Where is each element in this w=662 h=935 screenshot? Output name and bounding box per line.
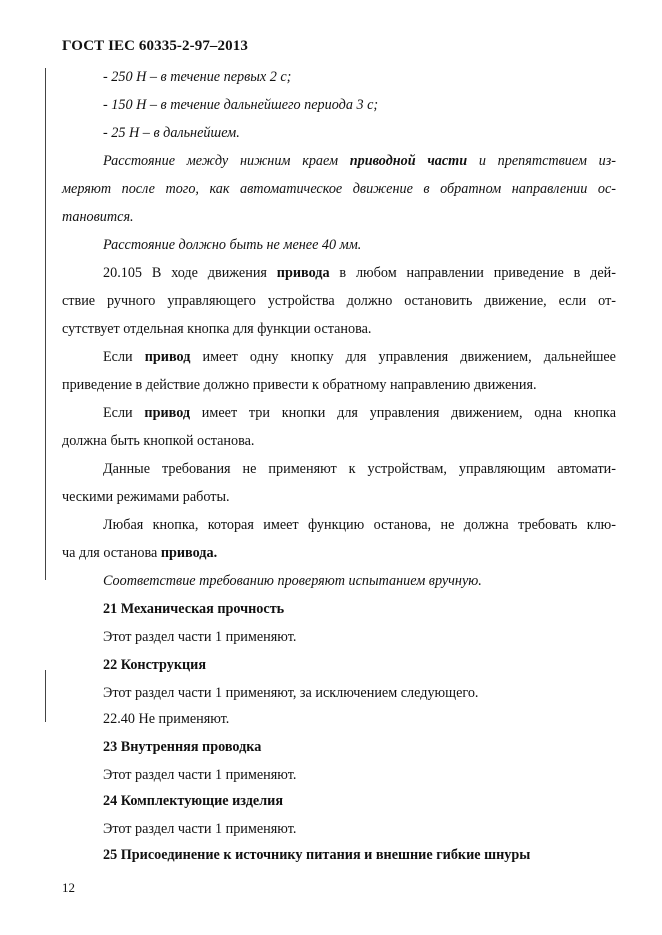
paragraph-line: Если привод имеет три кнопки для управления движением, одна кнопка xyxy=(103,405,616,421)
section-text: Этот раздел части 1 применяют. xyxy=(103,821,297,837)
list-item: - 25 Н – в дальнейшем. xyxy=(103,125,240,141)
paragraph-line: Данные требования не применяют к устройствам, управляющим автомати- xyxy=(103,461,616,477)
change-bar xyxy=(45,68,46,580)
section-text: Этот раздел части 1 применяют, за исключением следующего. xyxy=(103,685,479,701)
paragraph-line: Любая кнопка, которая имеет функцию останова, не должна требовать клю- xyxy=(103,517,616,533)
list-item: - 150 Н – в течение дальнейшего периода 3 с; xyxy=(103,97,379,113)
paragraph-line: ча для останова привода. xyxy=(62,545,218,561)
page-number: 12 xyxy=(62,880,75,895)
paragraph-line: Если привод имеет одну кнопку для управления движением, дальнейшее xyxy=(103,349,616,365)
section-heading: 22 Конструкция xyxy=(103,657,207,673)
section-heading: 24 Комплектующие изделия xyxy=(103,793,284,809)
paragraph-line: Расстояние должно быть не менее 40 мм. xyxy=(103,237,362,253)
paragraph-line: меряют после того, как автоматическое движение в обратном направлении ос- xyxy=(62,181,616,197)
section-text: Этот раздел части 1 применяют. xyxy=(103,629,297,645)
paragraph-line: 20.105 В ходе движения привода в любом направлении приведение в дей- xyxy=(103,265,616,281)
section-heading: 23 Внутренняя проводка xyxy=(103,739,262,755)
paragraph-line: Расстояние между нижним краем приводной части и препятствием из- xyxy=(103,153,616,169)
section-heading: 25 Присоединение к источнику питания и внешние гибкие шнуры xyxy=(103,847,531,863)
list-item: - 250 Н – в течение первых 2 с; xyxy=(103,69,292,85)
paragraph-line: тановится. xyxy=(62,209,134,225)
paragraph-line: сутствует отдельная кнопка для функции останова. xyxy=(62,321,372,337)
paragraph-line: ческими режимами работы. xyxy=(62,489,230,505)
paragraph-line: ствие ручного управляющего устройства должно остановить движение, если от- xyxy=(62,293,616,309)
section-text: Этот раздел части 1 применяют. xyxy=(103,767,297,783)
paragraph-line: приведение в действие должно привести к обратному направлению движения. xyxy=(62,377,537,393)
paragraph-line: Соответствие требованию проверяют испытанием вручную. xyxy=(103,573,482,589)
change-bar xyxy=(45,670,46,722)
document-header: ГОСТ IEC 60335-2-97–2013 xyxy=(62,38,248,54)
paragraph-line: должна быть кнопкой останова. xyxy=(62,433,255,449)
section-text: 22.40 Не применяют. xyxy=(103,711,230,727)
section-heading: 21 Механическая прочность xyxy=(103,601,285,617)
